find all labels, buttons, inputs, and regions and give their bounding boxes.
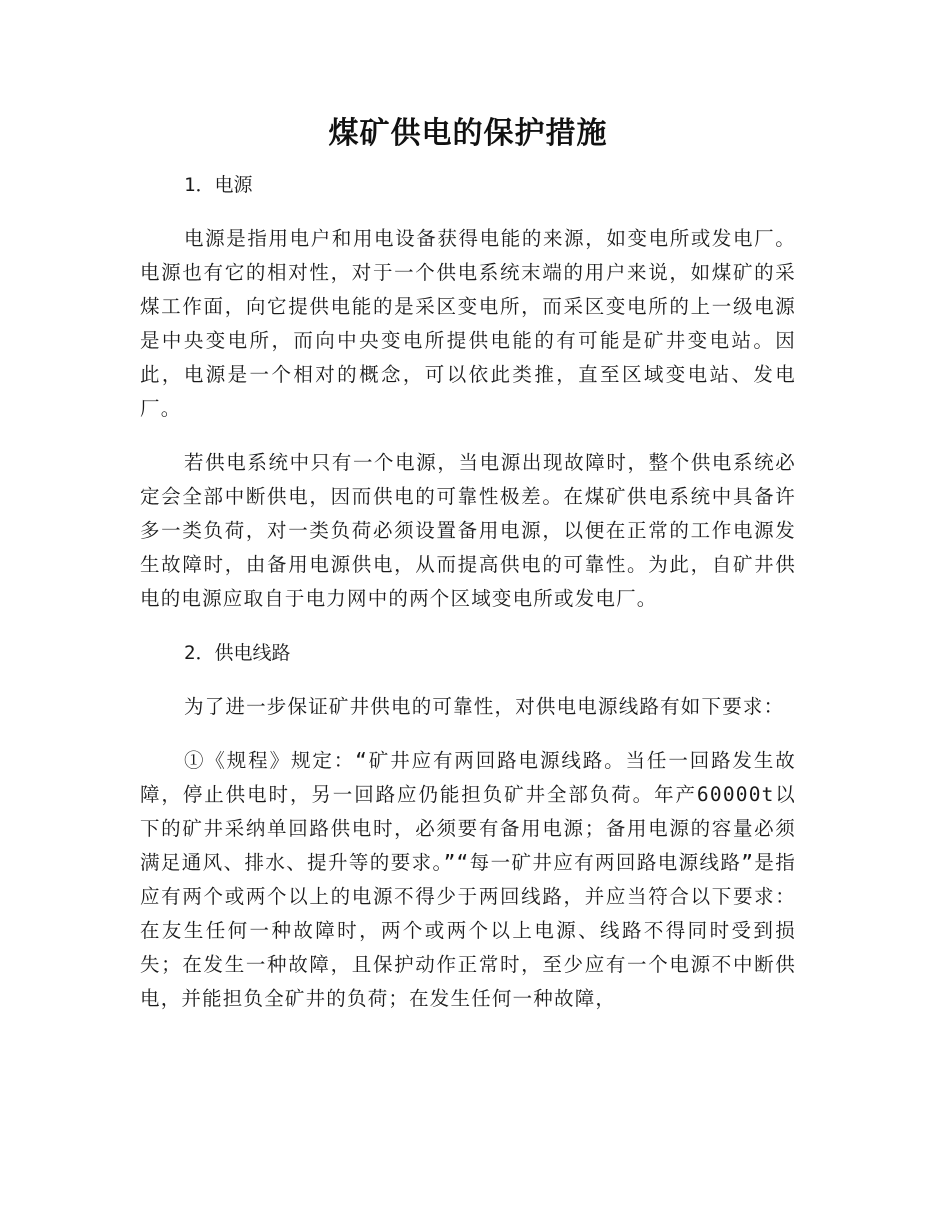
paragraph-power-source-definition: 电源是指用电户和用电设备获得电能的来源，如变电所或发电厂。电源也有它的相对性，对于一个供电系统末端的用户来说，如煤矿的采煤工作面，向它提供电能的是采区变电所，而采区变电所的上一级电源是中央变电所，而向中央变电所提供电能的有可能是矿井变电站。因此，电源是一个相对的概念，可以依此类推，直至区域变电站、发电厂。 xyxy=(140,227,796,420)
document-title: 煤矿供电的保护措施 xyxy=(328,116,608,151)
paragraph-supply-line-requirements: 为了进一步保证矿井供电的可靠性，对供电电源线路有如下要求： xyxy=(184,695,785,718)
paragraph-regulation-clause: ①《规程》规定：“矿井应有两回路电源线路。当任一回路发生故障，停止供电时，另一回路应仍能担负矿井全部负荷。年产60000t以下的矿井采纳单回路供电时，必须要有备用电源；备用电源的容量必须满足通风、排水、提升等的要求。”“每一矿井应有两回路电源线路”是指应有两个或两个以上的电源不得少于两回线路，并应当符合以下要求：在友生任何一种故障时，两个或两个以上电源、线路不得同时受到损失；在发生一种故障，且保护动作正常时，至少应有一个电源不中断供电，并能担负全矿井的负荷；在发生任何一种故障， xyxy=(140,749,796,1010)
paragraph-backup-power: 若供电系统中只有一个电源，当电源出现故障时，整个供电系统必定会全部中断供电，因而供电的可靠性极差。在煤矿供电系统中具备许多一类负荷，对一类负荷必须设置备用电源，以便在正常的工作电源发生故障时，由备用电源供电，从而提高供电的可靠性。为此，自矿井供电的电源应取自于电力网中的两个区域变电所或发电厂。 xyxy=(140,451,796,610)
section-heading-power-source: 1．电源 xyxy=(184,174,253,196)
section-heading-supply-lines: 2．供电线路 xyxy=(184,642,291,664)
document-body xyxy=(140,112,796,1036)
